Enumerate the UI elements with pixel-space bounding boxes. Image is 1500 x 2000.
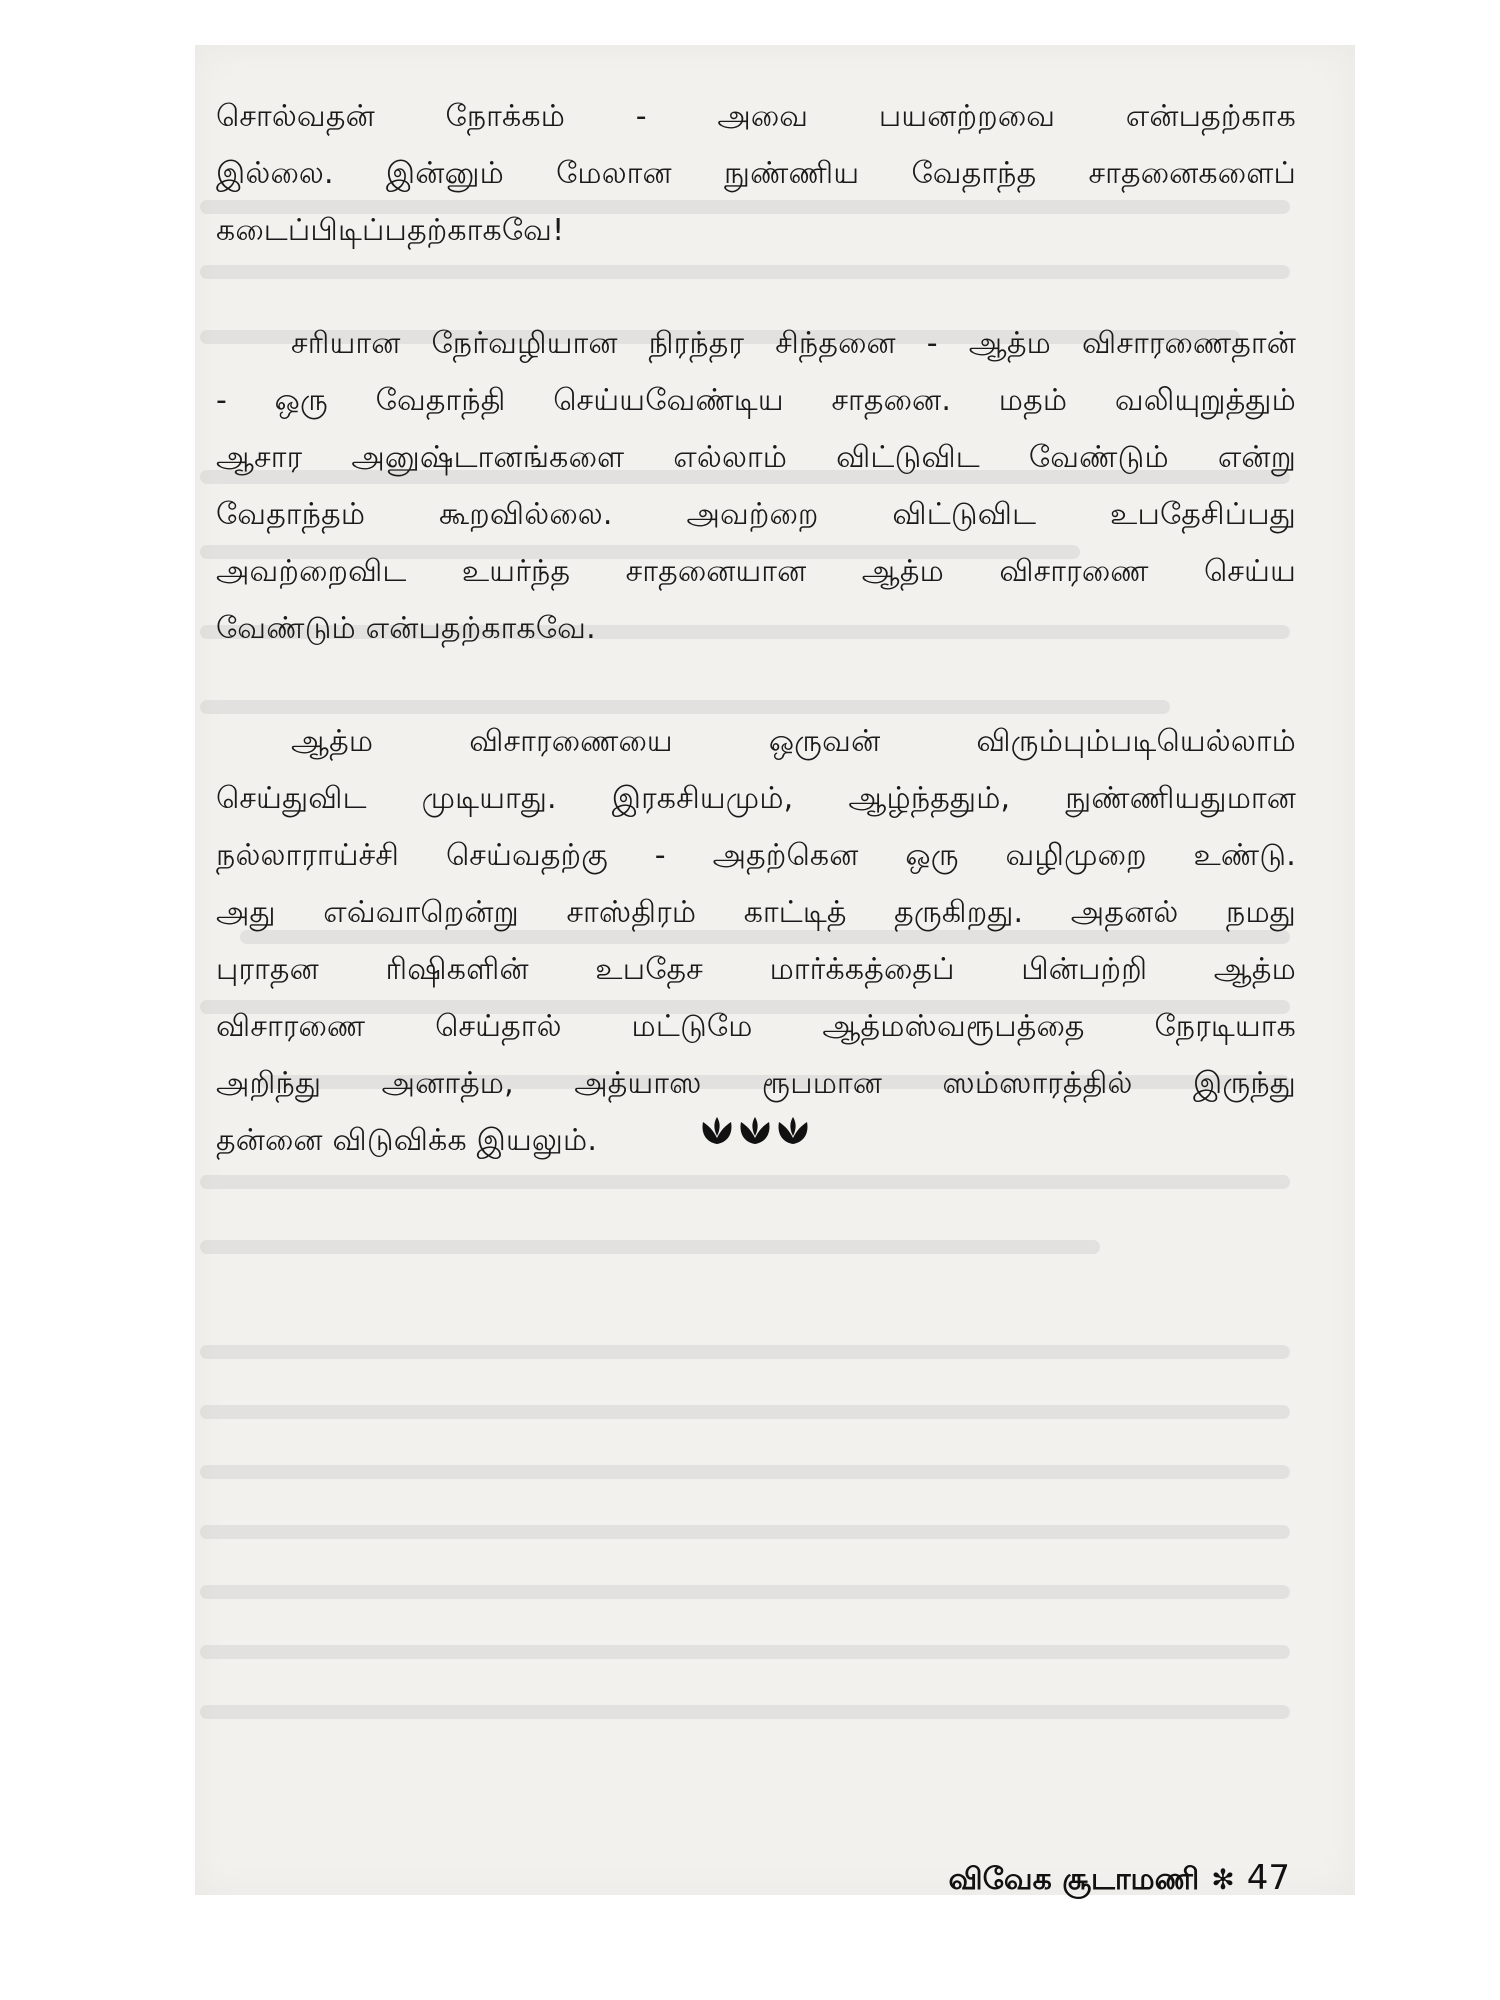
text-line: அது எவ்வாறென்று சாஸ்திரம் காட்டித் தருகிறது. அதனல் நமது	[216, 895, 1296, 930]
text-line: நல்லாராய்ச்சி செய்வதற்கு - அதற்கென ஒரு வழிமுறை உண்டு.	[216, 838, 1296, 873]
text-line: ஆத்ம விசாரணையை ஒருவன் விரும்பும்படியெல்லாம்	[291, 724, 1296, 759]
text-line: விசாரணை செய்தால் மட்டுமே ஆத்மஸ்வரூபத்தை நேரடியாக	[216, 1009, 1296, 1044]
text-line: வேதாந்தம் கூறவில்லை. அவற்றை விட்டுவிட உபதேசிப்பது	[216, 497, 1296, 532]
text-line: சொல்வதன் நோக்கம் - அவை பயனற்றவை என்பதற்காக	[216, 99, 1296, 134]
lotus-icon	[700, 1116, 734, 1146]
lotus-ornament	[700, 1114, 810, 1148]
text-line: புராதன ரிஷிகளின் உபதேச மார்க்கத்தைப் பின்பற்றி ஆத்ம	[216, 952, 1296, 987]
text-line: ஆசார அனுஷ்டானங்களை எல்லாம் விட்டுவிட வேண்டும் என்று	[216, 440, 1296, 475]
text-line: சரியான நேர்வழியான நிரந்தர சிந்தனை - ஆத்ம விசாரணைதான்	[291, 326, 1296, 361]
paragraph-2	[216, 315, 1296, 657]
book-title: விவேக சூடாமணி	[948, 1862, 1200, 1897]
text-line: இல்லை. இன்னும் மேலான நுண்ணிய வேதாந்த சாதனைகளைப்	[216, 156, 1296, 191]
text-line: அவற்றைவிட உயர்ந்த சாதனையான ஆத்ம விசாரணை செய்ய	[216, 554, 1296, 589]
separator-icon: ✻	[1211, 1863, 1235, 1896]
text-line: தன்னை விடுவிக்க இயலும்.	[216, 1123, 598, 1158]
lotus-icon	[776, 1116, 810, 1146]
text-line: - ஒரு வேதாந்தி செய்யவேண்டிய சாதனை. மதம் வலியுறுத்தும்	[216, 383, 1296, 418]
lotus-icon	[738, 1116, 772, 1146]
body-text	[216, 88, 1296, 1225]
text-line: வேண்டும் என்பதற்காகவே.	[216, 611, 596, 646]
paragraph-3	[216, 713, 1296, 1169]
page-number: 47	[1246, 1858, 1290, 1898]
page-footer	[948, 1858, 1290, 1901]
paragraph-1	[216, 88, 1296, 259]
text-line: செய்துவிட முடியாது. இரகசியமும், ஆழ்ந்ததும், நுண்ணியதுமான	[216, 781, 1296, 816]
text-line: அறிந்து அனாத்ம, அத்யாஸ ரூபமான ஸம்ஸாரத்தில் இருந்து	[216, 1066, 1296, 1101]
text-line: கடைப்பிடிப்பதற்காகவே!	[216, 213, 565, 248]
